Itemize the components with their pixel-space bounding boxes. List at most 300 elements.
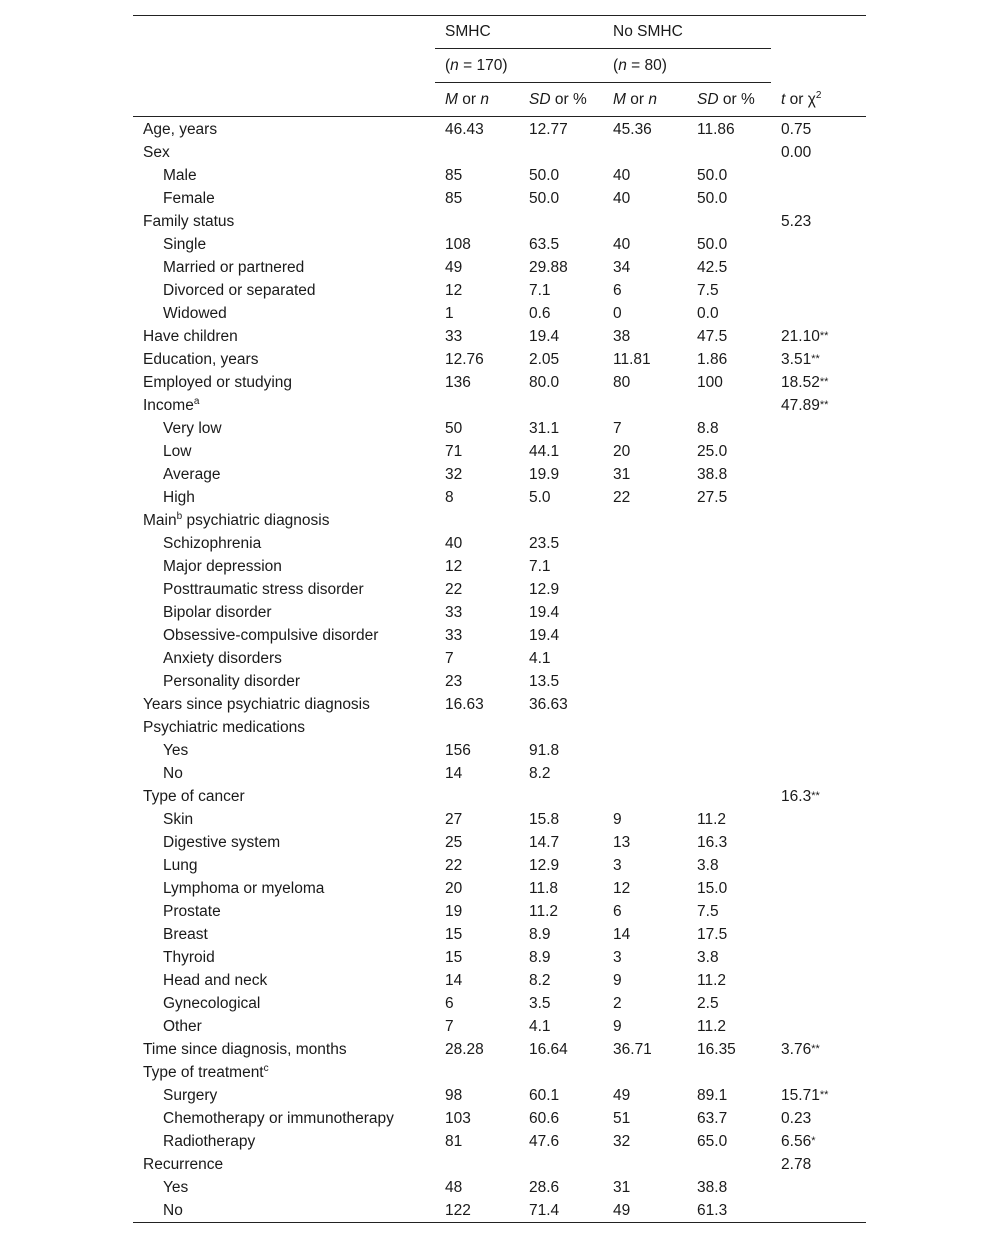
cell-value: 38.8: [697, 1179, 728, 1196]
row-label-text: Lymphoma or myeloma: [163, 880, 325, 897]
cell-value: 11.8: [529, 880, 559, 897]
cell-value: 91.8: [529, 742, 560, 759]
cell-smhc-m-n: [435, 578, 519, 601]
cell-value: 71: [445, 443, 463, 460]
cell-smhc-m-n: [435, 1015, 519, 1038]
cell-smhc-sd-pct: [519, 1130, 603, 1153]
col-header-statistic: t or $\chi^2$: [771, 83, 866, 117]
cell-value: 7: [445, 1018, 454, 1035]
row-label: [133, 417, 435, 440]
cell-smhc-m-n: [435, 923, 519, 946]
cell-value: 33: [445, 604, 463, 621]
table-row: [133, 762, 866, 785]
cell-no-smhc-sd-pct: [687, 739, 771, 762]
cell-value: 7.5: [697, 282, 719, 299]
row-label: [133, 348, 435, 371]
cell-value: 12.76: [445, 351, 484, 368]
cell-value: 3.8: [697, 857, 719, 874]
table-row: [133, 670, 866, 693]
cell-smhc-sd-pct: [519, 1199, 603, 1223]
table-row: [133, 831, 866, 854]
cell-no-smhc-sd-pct: [687, 1199, 771, 1223]
row-label: [133, 486, 435, 509]
cell-value: 63.7: [697, 1110, 728, 1127]
cell-no-smhc-sd-pct: [687, 1084, 771, 1107]
cell-no-smhc-m-n: [603, 371, 687, 394]
cell-no-smhc-sd-pct: [687, 877, 771, 900]
table-header: [133, 16, 866, 117]
cell-value: 100: [697, 374, 723, 391]
cell-value: 2.5: [697, 995, 719, 1012]
cell-smhc-m-n: [435, 371, 519, 394]
cell-no-smhc-m-n: [603, 808, 687, 831]
table-row: [133, 1038, 866, 1061]
cell-smhc-sd-pct: [519, 348, 603, 371]
cell-no-smhc-m-n: [603, 923, 687, 946]
row-label-text: Chemotherapy or immunotherapy: [163, 1110, 394, 1127]
table-row: [133, 302, 866, 325]
cell-smhc-sd-pct: [519, 1107, 603, 1130]
cell-smhc-sd-pct: [519, 785, 603, 808]
cell-value: 98: [445, 1087, 463, 1104]
cell-statistic: [771, 463, 866, 486]
cell-value: 3: [613, 949, 622, 966]
cell-smhc-sd-pct: [519, 117, 603, 142]
table-row: [133, 440, 866, 463]
cell-value: 13.5: [529, 673, 560, 690]
cell-value: 9: [613, 811, 622, 828]
row-label-text: Very low: [163, 420, 222, 437]
cell-no-smhc-m-n: [603, 1015, 687, 1038]
cell-statistic: [771, 555, 866, 578]
cell-smhc-m-n: [435, 900, 519, 923]
row-label-text: Thyroid: [163, 949, 215, 966]
cell-no-smhc-sd-pct: [687, 647, 771, 670]
cell-value: 22: [445, 857, 463, 874]
row-label: [133, 463, 435, 486]
cell-smhc-sd-pct: [519, 693, 603, 716]
cell-no-smhc-sd-pct: [687, 946, 771, 969]
row-label-text: Obsessive-compulsive disorder: [163, 627, 379, 644]
cell-smhc-sd-pct: [519, 601, 603, 624]
cell-no-smhc-sd-pct: [687, 1015, 771, 1038]
col-header-sd-pct: SD or %: [519, 83, 603, 117]
cell-value: 44.1: [529, 443, 560, 460]
table-row: [133, 394, 866, 417]
cell-value: 0.75: [781, 121, 812, 138]
cell-smhc-m-n: [435, 394, 519, 417]
table-row: [133, 1176, 866, 1199]
cell-value: 16.63: [445, 696, 484, 713]
cell-smhc-sd-pct: [519, 463, 603, 486]
row-label: [133, 946, 435, 969]
table-row: [133, 486, 866, 509]
cell-value: 20: [445, 880, 463, 897]
cell-smhc-m-n: [435, 302, 519, 325]
cell-statistic: [771, 348, 866, 371]
cell-no-smhc-sd-pct: [687, 854, 771, 877]
cell-value: 16.3: [781, 788, 812, 805]
row-label-text: Yes: [163, 742, 189, 759]
row-label-text: Bipolar disorder: [163, 604, 272, 621]
cell-value: 8.8: [697, 420, 719, 437]
cell-smhc-sd-pct: [519, 900, 603, 923]
cell-smhc-sd-pct: [519, 1015, 603, 1038]
cell-smhc-m-n: [435, 532, 519, 555]
cell-smhc-sd-pct: [519, 670, 603, 693]
cell-value: 47.89: [781, 397, 820, 414]
cell-no-smhc-m-n: [603, 739, 687, 762]
cell-smhc-sd-pct: [519, 992, 603, 1015]
cell-value: 122: [445, 1202, 471, 1219]
cell-smhc-m-n: [435, 1107, 519, 1130]
cell-no-smhc-sd-pct: [687, 808, 771, 831]
cell-no-smhc-m-n: [603, 325, 687, 348]
row-label: [133, 1038, 435, 1061]
cell-statistic: [771, 1084, 866, 1107]
row-label: [133, 693, 435, 716]
cell-value: 6: [613, 282, 622, 299]
cell-no-smhc-sd-pct: [687, 417, 771, 440]
row-label-text: Head and neck: [163, 972, 268, 989]
cell-value: 48: [445, 1179, 463, 1196]
row-label-text: Recurrence: [143, 1156, 224, 1173]
col-header-m-n: M or n: [603, 83, 687, 117]
table-row: [133, 164, 866, 187]
cell-smhc-m-n: [435, 417, 519, 440]
col-header-m-n: M or n: [435, 83, 519, 117]
table-row: [133, 463, 866, 486]
cell-statistic: [771, 117, 866, 142]
cell-statistic: [771, 394, 866, 417]
table-row: [133, 532, 866, 555]
row-label-text: Skin: [163, 811, 194, 828]
cell-statistic: [771, 923, 866, 946]
cell-smhc-m-n: [435, 1153, 519, 1176]
cell-value: 40: [613, 190, 631, 207]
cell-value: 46.43: [445, 121, 484, 138]
cell-value: 11.2: [697, 811, 727, 828]
cell-value: 3.8: [697, 949, 719, 966]
cell-value: 16.64: [529, 1041, 568, 1058]
cell-value: 3.51: [781, 351, 812, 368]
cell-statistic: [771, 808, 866, 831]
cell-no-smhc-m-n: [603, 831, 687, 854]
cell-smhc-sd-pct: [519, 1061, 603, 1084]
cell-value: 1.86: [697, 351, 728, 368]
table-row: [133, 601, 866, 624]
group-header-no-smhc: No SMHC: [603, 16, 771, 49]
cell-value: 23.5: [529, 535, 560, 552]
cell-value: 6: [445, 995, 454, 1012]
table-row: [133, 1130, 866, 1153]
row-label-text: No: [163, 765, 183, 782]
table-row: [133, 233, 866, 256]
cell-value: 8.9: [529, 926, 551, 943]
row-label-text: Prostate: [163, 903, 221, 920]
cell-no-smhc-m-n: [603, 348, 687, 371]
cell-smhc-sd-pct: [519, 762, 603, 785]
cell-no-smhc-sd-pct: [687, 141, 771, 164]
cell-statistic: [771, 1199, 866, 1223]
footnote-marker: c: [263, 1063, 269, 1074]
row-label: [133, 785, 435, 808]
cell-no-smhc-m-n: [603, 509, 687, 532]
cell-no-smhc-sd-pct: [687, 670, 771, 693]
row-label: [133, 716, 435, 739]
cell-value: 18.52: [781, 374, 820, 391]
demographics-table: [133, 15, 866, 1223]
table-row: [133, 785, 866, 808]
cell-no-smhc-m-n: [603, 1061, 687, 1084]
row-label: [133, 187, 435, 210]
cell-value: 31: [613, 466, 631, 483]
cell-no-smhc-m-n: [603, 900, 687, 923]
cell-no-smhc-m-n: [603, 279, 687, 302]
cell-no-smhc-m-n: [603, 1176, 687, 1199]
cell-value: 8.9: [529, 949, 551, 966]
cell-value: 25.0: [697, 443, 728, 460]
row-label-text: Low: [163, 443, 192, 460]
cell-no-smhc-m-n: [603, 532, 687, 555]
cell-smhc-sd-pct: [519, 808, 603, 831]
cell-no-smhc-m-n: [603, 417, 687, 440]
cell-smhc-m-n: [435, 670, 519, 693]
cell-smhc-sd-pct: [519, 1176, 603, 1199]
cell-smhc-m-n: [435, 555, 519, 578]
significance-marker: **: [819, 1089, 829, 1101]
cell-smhc-m-n: [435, 463, 519, 486]
cell-value: 42.5: [697, 259, 728, 276]
cell-no-smhc-m-n: [603, 647, 687, 670]
cell-value: 60.1: [529, 1087, 560, 1104]
cell-smhc-sd-pct: [519, 555, 603, 578]
table-row: [133, 877, 866, 900]
cell-smhc-m-n: [435, 1199, 519, 1223]
cell-no-smhc-sd-pct: [687, 1107, 771, 1130]
cell-smhc-sd-pct: [519, 532, 603, 555]
cell-smhc-m-n: [435, 1061, 519, 1084]
cell-value: 8.2: [529, 972, 551, 989]
cell-statistic: [771, 670, 866, 693]
cell-value: 36.63: [529, 696, 568, 713]
table-row: [133, 348, 866, 371]
cell-smhc-m-n: [435, 854, 519, 877]
cell-no-smhc-m-n: [603, 969, 687, 992]
cell-statistic: [771, 693, 866, 716]
cell-smhc-m-n: [435, 624, 519, 647]
cell-smhc-sd-pct: [519, 1153, 603, 1176]
cell-smhc-m-n: [435, 739, 519, 762]
cell-smhc-m-n: [435, 992, 519, 1015]
cell-value: 15.71: [781, 1087, 820, 1104]
cell-value: 47.5: [697, 328, 728, 345]
cell-smhc-sd-pct: [519, 210, 603, 233]
cell-value: 22: [613, 489, 631, 506]
cell-statistic: [771, 762, 866, 785]
row-label: [133, 877, 435, 900]
cell-smhc-sd-pct: [519, 371, 603, 394]
col-header-sd-pct: SD or %: [687, 83, 771, 117]
cell-smhc-sd-pct: [519, 279, 603, 302]
cell-statistic: [771, 1061, 866, 1084]
cell-value: 50.0: [697, 190, 728, 207]
row-label-text: Female: [163, 190, 215, 207]
cell-value: 28.6: [529, 1179, 560, 1196]
cell-value: 34: [613, 259, 631, 276]
table-row: [133, 256, 866, 279]
cell-no-smhc-sd-pct: [687, 164, 771, 187]
cell-value: 40: [613, 167, 631, 184]
cell-value: 49: [613, 1087, 631, 1104]
cell-statistic: [771, 969, 866, 992]
table-row: [133, 808, 866, 831]
cell-statistic: [771, 900, 866, 923]
cell-value: 2: [613, 995, 622, 1012]
cell-smhc-sd-pct: [519, 164, 603, 187]
cell-value: 8.2: [529, 765, 551, 782]
cell-no-smhc-m-n: [603, 1130, 687, 1153]
cell-no-smhc-m-n: [603, 946, 687, 969]
cell-smhc-sd-pct: [519, 877, 603, 900]
cell-value: 9: [613, 972, 622, 989]
row-label: [133, 670, 435, 693]
cell-smhc-m-n: [435, 647, 519, 670]
cell-statistic: [771, 509, 866, 532]
cell-statistic: [771, 1153, 866, 1176]
cell-statistic: [771, 210, 866, 233]
cell-statistic: [771, 946, 866, 969]
cell-value: 80: [613, 374, 631, 391]
cell-no-smhc-sd-pct: [687, 716, 771, 739]
cell-no-smhc-sd-pct: [687, 440, 771, 463]
row-label: [133, 900, 435, 923]
cell-statistic: [771, 831, 866, 854]
cell-smhc-m-n: [435, 946, 519, 969]
cell-value: 6: [613, 903, 622, 920]
cell-no-smhc-m-n: [603, 440, 687, 463]
row-label: [133, 739, 435, 762]
cell-value: 38.8: [697, 466, 728, 483]
table-row: [133, 141, 866, 164]
cell-smhc-sd-pct: [519, 325, 603, 348]
cell-smhc-m-n: [435, 1084, 519, 1107]
cell-value: 14: [613, 926, 631, 943]
cell-value: 32: [445, 466, 463, 483]
cell-value: 16.3: [697, 834, 728, 851]
cell-value: 5.0: [529, 489, 551, 506]
cell-smhc-m-n: [435, 808, 519, 831]
cell-value: 71.4: [529, 1202, 560, 1219]
row-label: [133, 1061, 435, 1084]
cell-statistic: [771, 1130, 866, 1153]
cell-smhc-sd-pct: [519, 969, 603, 992]
cell-value: 0.0: [697, 305, 719, 322]
cell-value: 7: [613, 420, 622, 437]
row-label: [133, 141, 435, 164]
cell-value: 50.0: [697, 167, 728, 184]
cell-smhc-sd-pct: [519, 417, 603, 440]
cell-value: 12.77: [529, 121, 568, 138]
cell-no-smhc-m-n: [603, 578, 687, 601]
cell-smhc-m-n: [435, 716, 519, 739]
row-label-text: Other: [163, 1018, 202, 1035]
significance-marker: **: [811, 353, 820, 365]
row-label: [133, 831, 435, 854]
significance-marker: *: [811, 1135, 816, 1147]
cell-value: 50.0: [697, 236, 728, 253]
table-row: [133, 117, 866, 142]
row-label: [133, 509, 435, 532]
table-row: [133, 716, 866, 739]
cell-value: 2.05: [529, 351, 560, 368]
table-row: [133, 647, 866, 670]
cell-value: 9: [613, 1018, 622, 1035]
cell-statistic: [771, 624, 866, 647]
cell-no-smhc-m-n: [603, 187, 687, 210]
row-label-text: Anxiety disorders: [163, 650, 282, 667]
cell-value: 49: [613, 1202, 631, 1219]
table-row: [133, 555, 866, 578]
table-row: [133, 279, 866, 302]
row-label-text: Breast: [163, 926, 208, 943]
row-label-text: Type of cancer: [143, 788, 245, 805]
cell-no-smhc-sd-pct: [687, 555, 771, 578]
cell-value: 21.10: [781, 328, 820, 345]
cell-value: 12.9: [529, 857, 560, 874]
cell-no-smhc-sd-pct: [687, 601, 771, 624]
cell-value: 11.2: [697, 972, 727, 989]
row-label-text: Employed or studying: [143, 374, 293, 391]
cell-value: 15: [445, 949, 463, 966]
cell-value: 51: [613, 1110, 631, 1127]
cell-value: 0.23: [781, 1110, 812, 1127]
cell-value: 40: [613, 236, 631, 253]
cell-statistic: [771, 486, 866, 509]
cell-smhc-m-n: [435, 877, 519, 900]
table-row: [133, 969, 866, 992]
cell-value: 11.81: [613, 351, 651, 368]
cell-smhc-m-n: [435, 1176, 519, 1199]
cell-value: 12.9: [529, 581, 560, 598]
cell-no-smhc-sd-pct: [687, 693, 771, 716]
row-label: [133, 256, 435, 279]
cell-value: 31: [613, 1179, 631, 1196]
cell-value: 50: [445, 420, 463, 437]
row-label-text: Lung: [163, 857, 198, 874]
row-label-text: Education, years: [143, 351, 259, 368]
cell-value: 108: [445, 236, 471, 253]
cell-no-smhc-m-n: [603, 1153, 687, 1176]
cell-value: 80.0: [529, 374, 560, 391]
row-label: [133, 762, 435, 785]
cell-statistic: [771, 1015, 866, 1038]
cell-value: 61.3: [697, 1202, 728, 1219]
cell-statistic: [771, 578, 866, 601]
table-row: [133, 1107, 866, 1130]
cell-no-smhc-m-n: [603, 1038, 687, 1061]
cell-value: 32: [613, 1133, 631, 1150]
cell-value: 33: [445, 627, 463, 644]
row-label: [133, 1130, 435, 1153]
cell-statistic: [771, 992, 866, 1015]
cell-statistic: [771, 256, 866, 279]
cell-value: 20: [613, 443, 631, 460]
cell-smhc-sd-pct: [519, 486, 603, 509]
cell-value: 31.1: [529, 420, 560, 437]
cell-no-smhc-m-n: [603, 762, 687, 785]
row-label-text: Posttraumatic stress disorder: [163, 581, 364, 598]
